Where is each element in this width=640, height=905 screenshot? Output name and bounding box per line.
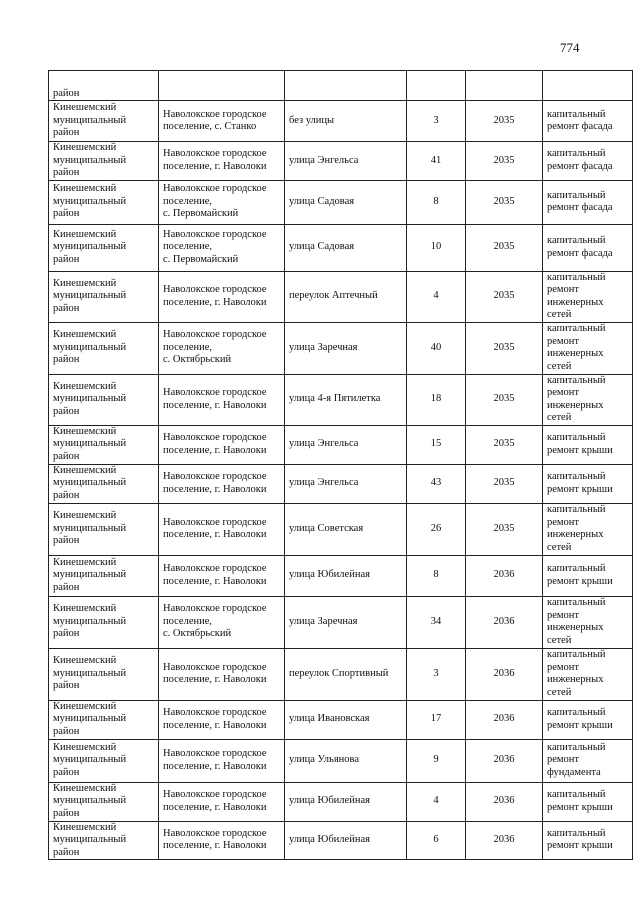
table-row <box>49 271 633 322</box>
district-cell: Кинешемский муниципальный район <box>49 425 159 464</box>
settlement-cell: Наволокское городское поселение, г. Наволоки <box>159 700 285 739</box>
repair-schedule-table <box>48 70 633 860</box>
work-cell: капитальный ремонт крыши <box>543 782 633 821</box>
table-row <box>49 782 633 821</box>
street-cell: улица Энгельса <box>285 425 407 464</box>
work-cell: капитальный ремонт крыши <box>543 821 633 860</box>
work-cell: капитальный ремонт фасада <box>543 180 633 224</box>
year-cell: 2036 <box>466 596 543 648</box>
page-number: 774 <box>560 40 580 55</box>
work-cell <box>543 71 633 101</box>
year-cell: 2035 <box>466 142 543 181</box>
settlement-cell: Наволокское городское поселение, г. Наволоки <box>159 271 285 322</box>
house-cell: 18 <box>407 374 466 425</box>
district-cell: Кинешемский муниципальный район <box>49 322 159 374</box>
work-cell: капитальный ремонт фасада <box>543 101 633 142</box>
district-cell: Кинешемский муниципальный район <box>49 142 159 181</box>
table-row <box>49 821 633 860</box>
house-cell: 34 <box>407 596 466 648</box>
street-cell: улица Юбилейная <box>285 555 407 596</box>
house-cell: 9 <box>407 739 466 782</box>
district-cell: Кинешемский муниципальный район <box>49 700 159 739</box>
house-cell: 40 <box>407 322 466 374</box>
year-cell <box>466 71 543 101</box>
settlement-cell: Наволокское городское поселение, г. Наволоки <box>159 142 285 181</box>
table-row <box>49 700 633 739</box>
work-cell: капитальный ремонт крыши <box>543 700 633 739</box>
table-row <box>49 322 633 374</box>
table-row <box>49 555 633 596</box>
settlement-cell: Наволокское городское поселение, г. Наволоки <box>159 821 285 860</box>
year-cell: 2036 <box>466 782 543 821</box>
house-cell <box>407 71 466 101</box>
settlement-cell <box>159 71 285 101</box>
district-cell: Кинешемский муниципальный район <box>49 503 159 555</box>
settlement-cell: Наволокское городское поселение, г. Наволоки <box>159 503 285 555</box>
settlement-cell: Наволокское городское поселение, с. Станко <box>159 101 285 142</box>
district-cell: Кинешемский муниципальный район <box>49 224 159 271</box>
street-cell: улица Советская <box>285 503 407 555</box>
settlement-cell: Наволокское городское поселение, г. Наволоки <box>159 648 285 700</box>
table-row <box>49 224 633 271</box>
work-cell: капитальный ремонт крыши <box>543 464 633 503</box>
street-cell: улица 4-я Пятилетка <box>285 374 407 425</box>
house-cell: 17 <box>407 700 466 739</box>
house-cell: 8 <box>407 555 466 596</box>
district-cell: район <box>49 71 159 101</box>
year-cell: 2036 <box>466 739 543 782</box>
settlement-cell: Наволокское городское поселение, г. Наволоки <box>159 464 285 503</box>
street-cell <box>285 71 407 101</box>
district-cell: Кинешемский муниципальный район <box>49 739 159 782</box>
house-cell: 10 <box>407 224 466 271</box>
table-row <box>49 648 633 700</box>
house-cell: 4 <box>407 271 466 322</box>
table-row <box>49 374 633 425</box>
district-cell: Кинешемский муниципальный район <box>49 782 159 821</box>
house-cell: 43 <box>407 464 466 503</box>
house-cell: 3 <box>407 101 466 142</box>
year-cell: 2035 <box>466 503 543 555</box>
work-cell: капитальный ремонт инженерных сетей <box>543 374 633 425</box>
street-cell: улица Садовая <box>285 224 407 271</box>
work-cell: капитальный ремонт фасада <box>543 224 633 271</box>
house-cell: 41 <box>407 142 466 181</box>
settlement-cell: Наволокское городское поселение, г. Наволоки <box>159 782 285 821</box>
year-cell: 2035 <box>466 374 543 425</box>
table-row <box>49 425 633 464</box>
house-cell: 6 <box>407 821 466 860</box>
street-cell: улица Ульянова <box>285 739 407 782</box>
work-cell: капитальный ремонт инженерных сетей <box>543 271 633 322</box>
work-cell: капитальный ремонт инженерных сетей <box>543 648 633 700</box>
street-cell: улица Юбилейная <box>285 782 407 821</box>
district-cell: Кинешемский муниципальный район <box>49 374 159 425</box>
year-cell: 2036 <box>466 555 543 596</box>
house-cell: 4 <box>407 782 466 821</box>
house-cell: 3 <box>407 648 466 700</box>
street-cell: переулок Аптечный <box>285 271 407 322</box>
year-cell: 2035 <box>466 464 543 503</box>
year-cell: 2036 <box>466 821 543 860</box>
table-row <box>49 101 633 142</box>
year-cell: 2035 <box>466 101 543 142</box>
house-cell: 26 <box>407 503 466 555</box>
continued-row <box>49 71 633 101</box>
year-cell: 2036 <box>466 648 543 700</box>
year-cell: 2035 <box>466 271 543 322</box>
settlement-cell: Наволокское городское поселение, г. Наволоки <box>159 425 285 464</box>
year-cell: 2035 <box>466 322 543 374</box>
table-row <box>49 142 633 181</box>
district-cell: Кинешемский муниципальный район <box>49 464 159 503</box>
street-cell: улица Садовая <box>285 180 407 224</box>
street-cell: улица Заречная <box>285 322 407 374</box>
work-cell: капитальный ремонт фундамента <box>543 739 633 782</box>
house-cell: 15 <box>407 425 466 464</box>
settlement-cell: Наволокское городское поселение, с. Первомайский <box>159 224 285 271</box>
street-cell: без улицы <box>285 101 407 142</box>
district-cell: Кинешемский муниципальный район <box>49 101 159 142</box>
settlement-cell: Наволокское городское поселение, с. Октябрьский <box>159 322 285 374</box>
year-cell: 2035 <box>466 425 543 464</box>
street-cell: улица Юбилейная <box>285 821 407 860</box>
district-cell: Кинешемский муниципальный район <box>49 596 159 648</box>
street-cell: улица Энгельса <box>285 464 407 503</box>
table-row <box>49 596 633 648</box>
work-cell: капитальный ремонт крыши <box>543 555 633 596</box>
house-cell: 8 <box>407 180 466 224</box>
table-row <box>49 180 633 224</box>
table-row <box>49 464 633 503</box>
district-cell: Кинешемский муниципальный район <box>49 180 159 224</box>
street-cell: улица Энгельса <box>285 142 407 181</box>
street-cell: улица Ивановская <box>285 700 407 739</box>
settlement-cell: Наволокское городское поселение, с. Октябрьский <box>159 596 285 648</box>
settlement-cell: Наволокское городское поселение, с. Первомайский <box>159 180 285 224</box>
street-cell: улица Заречная <box>285 596 407 648</box>
work-cell: капитальный ремонт инженерных сетей <box>543 596 633 648</box>
settlement-cell: Наволокское городское поселение, г. Наволоки <box>159 374 285 425</box>
table-row <box>49 503 633 555</box>
year-cell: 2035 <box>466 224 543 271</box>
work-cell: капитальный ремонт инженерных сетей <box>543 503 633 555</box>
work-cell: капитальный ремонт крыши <box>543 425 633 464</box>
settlement-cell: Наволокское городское поселение, г. Наволоки <box>159 555 285 596</box>
district-cell: Кинешемский муниципальный район <box>49 648 159 700</box>
table-row <box>49 739 633 782</box>
work-cell: капитальный ремонт фасада <box>543 142 633 181</box>
year-cell: 2036 <box>466 700 543 739</box>
district-cell: Кинешемский муниципальный район <box>49 271 159 322</box>
district-cell: Кинешемский муниципальный район <box>49 821 159 860</box>
work-cell: капитальный ремонт инженерных сетей <box>543 322 633 374</box>
street-cell: переулок Спортивный <box>285 648 407 700</box>
settlement-cell: Наволокское городское поселение, г. Наволоки <box>159 739 285 782</box>
year-cell: 2035 <box>466 180 543 224</box>
district-cell: Кинешемский муниципальный район <box>49 555 159 596</box>
